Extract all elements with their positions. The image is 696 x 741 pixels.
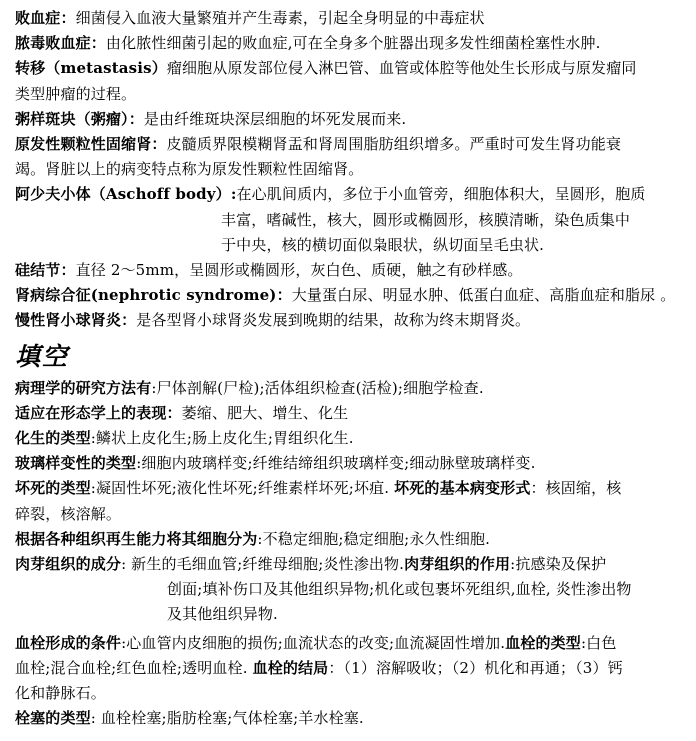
fill-granulation [15, 552, 688, 577]
term-pyemia: 脓毒败血症 [15, 34, 91, 53]
fill-text: 血栓;混合血栓;红色血栓;透明血栓. [15, 658, 248, 677]
fill-necrosis-cont: 碎裂，核溶解。 [15, 504, 122, 523]
term-colon: ： [90, 34, 106, 53]
term-colon: : [230, 185, 237, 204]
fill-term: 肉芽组织的作用 [404, 555, 511, 574]
fill-text: :凝固性坏死;液化性坏死;纤维素样坏死;坏疽. [90, 479, 390, 498]
fill-adaptation [15, 401, 688, 426]
term-kidney: 原发性颗粒性固缩肾 [15, 135, 152, 154]
fill-term: 栓塞的类型 [15, 709, 91, 728]
fill-term: 适应在形态学上的表现： [15, 403, 182, 422]
term-colon: ： [121, 311, 137, 330]
fill-text: ：核固缩，核 [530, 479, 622, 498]
fill-term: 血栓的类型 [505, 633, 581, 652]
fill-text: :抗感染及保护 [510, 555, 607, 574]
fill-term: 化生的类型 [15, 429, 91, 448]
definition-kidney [15, 132, 688, 157]
definition-aschoff [15, 182, 688, 207]
fill-regeneration [15, 527, 688, 552]
fill-text: :细胞内玻璃样变;纤维结缔组织玻璃样变;细动脉壁玻璃样变. [136, 454, 536, 473]
fill-term: 坏死的基本病变形式 [394, 479, 531, 498]
definition-text: 瘤细胞从原发部位侵入淋巴管、血管或体腔等他处生长形成与原发瘤同 [166, 59, 637, 78]
definition-plaque [15, 107, 688, 132]
term-nephrotic: 肾病综合征(nephrotic syndrome) [15, 286, 277, 305]
definition-text: 直径 2～5mm，呈圆形或椭圆形，灰白色、质硬，触之有砂样感。 [75, 261, 523, 280]
definition-text: 大量蛋白尿、明显水肿、低蛋白血症、高脂血症和脂尿 。 [291, 286, 676, 305]
fill-term: 血栓形成的条件 [15, 633, 122, 652]
fill-text: :不稳定细胞;稳定细胞;永久性细胞. [257, 529, 491, 548]
fill-text: :心血管内皮细胞的损伤;血流状态的改变;血流凝固性增加. [121, 633, 506, 652]
fill-text: :尸体剖解(尸检);活体组织检查(活检);细胞学检查. [151, 378, 484, 397]
term-colon: ： [151, 135, 167, 154]
definition-kidney-cont: 竭。肾脏以上的病变特点称为原发性颗粒性固缩肾。 [15, 160, 364, 179]
term-plaque: 粥样斑块（粥瘤） [15, 109, 129, 128]
fill-term: 坏死的类型 [15, 479, 91, 498]
fill-text: : 血栓栓塞;脂肪栓塞;气体栓塞;羊水栓塞. [90, 709, 364, 728]
fill-thrombus [15, 631, 688, 656]
definition-text: 在心肌间质内，多位于小血管旁，细胞体积大，呈圆形，胞质 [236, 185, 646, 204]
fill-thrombus-cont-1 [15, 656, 688, 681]
definition-chronic-gn [15, 308, 688, 333]
term-sepsis: 败血症 [15, 9, 61, 27]
fill-term: 玻璃样变性的类型 [15, 454, 137, 473]
fill-term: 血栓的结局 [252, 658, 329, 677]
fill-granulation-cont-1: 创面;填补伤口及其他组织异物;机化或包裹坏死组织,血栓, 炎性渗出物 [167, 580, 632, 599]
fill-term: 根据各种组织再生能力将其细胞分为 [15, 529, 258, 548]
definition-text: 由化脓性细菌引起的败血症,可在全身多个脏器出现多发性细菌栓塞性水肿. [105, 34, 601, 53]
definition-aschoff-cont-1: 丰富，嗜碱性，核大，圆形或椭圆形，核膜清晰，染色质集中 [221, 210, 631, 229]
fill-granulation-cont-2: 及其他组织异物. [167, 605, 278, 624]
fill-necrosis [15, 476, 688, 501]
definition-metastasis-cont: 类型肿瘤的过程。 [15, 84, 137, 103]
definition-nephrotic [15, 283, 688, 308]
definition-text: 是由纤维斑块深层细胞的坏死发展而来. [143, 109, 407, 128]
term-aschoff: 阿少夫小体（Aschoff body） [15, 185, 231, 204]
fill-hyaline [15, 451, 688, 476]
term-colon: ： [60, 9, 76, 27]
fill-term: 病理学的研究方法有 [15, 378, 152, 397]
definition-text: 皮髓质界限模糊肾盂和肾周围脂肪组织增多。严重时可发生肾功能衰 [166, 135, 622, 154]
fill-text: :白色 [580, 633, 617, 652]
fill-methods [15, 376, 688, 401]
definition-silicotic-nodule [15, 258, 688, 283]
term-colon: ： [60, 261, 76, 280]
fill-term: 肉芽组织的成分 [15, 555, 122, 574]
term-colon: ： [276, 286, 292, 305]
term-chronic-gn: 慢性肾小球肾炎 [15, 311, 122, 330]
term-colon: ： [128, 109, 144, 128]
fill-text: ：（1）溶解吸收；（2）机化和再通；（3）钙 [328, 658, 623, 677]
section-heading: 填空 [15, 341, 70, 371]
fill-thrombus-cont-2: 化和静脉石。 [15, 684, 106, 703]
definition-text: 细菌侵入血液大量繁殖并产生毒素，引起全身明显的中毒症状 [75, 9, 485, 27]
definition-metastasis [15, 56, 688, 81]
definition-text: 是各型肾小球肾炎发展到晚期的结果，故称为终末期肾炎。 [136, 311, 531, 330]
term-silicotic-nodule: 硅结节 [15, 261, 61, 280]
fill-text: :鳞状上皮化生;肠上皮化生;胃组织化生. [90, 429, 354, 448]
fill-embolism [15, 706, 688, 731]
term-metastasis: 转移（metastasis） [15, 59, 167, 78]
definition-pyemia [15, 31, 688, 56]
fill-text: 萎缩、肥大、增生、化生 [181, 403, 349, 422]
definition-sepsis [15, 6, 688, 31]
fill-metaplasia [15, 426, 688, 451]
fill-text: : 新生的毛细血管;纤维母细胞;炎性渗出物. [121, 555, 405, 574]
definition-aschoff-cont-2: 于中央，核的横切面似枭眼状，纵切面呈毛虫状. [221, 235, 545, 254]
